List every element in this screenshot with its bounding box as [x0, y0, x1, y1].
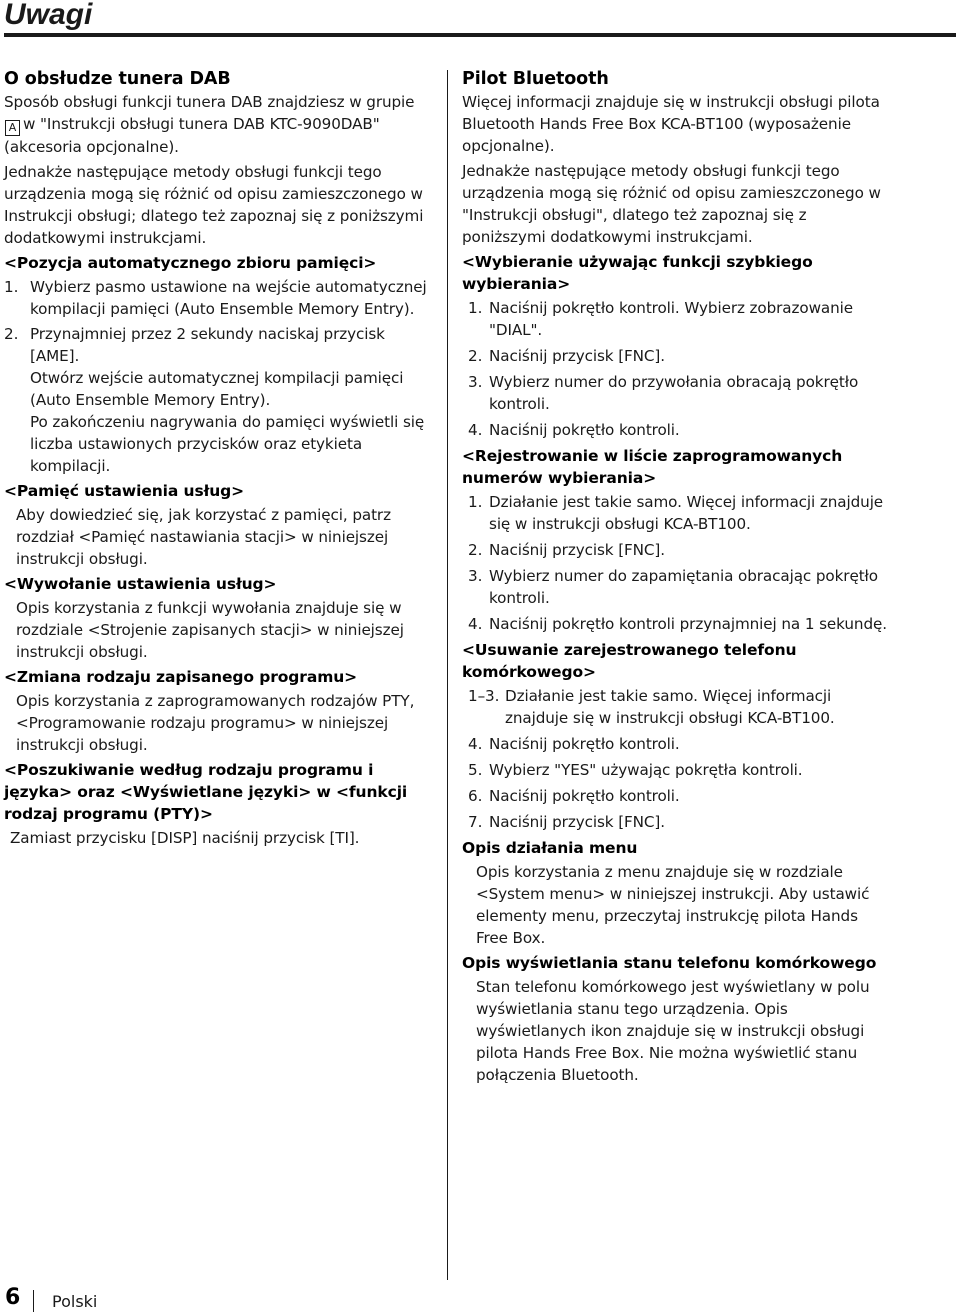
program-type-change-text: Opis korzystania z zaprogramowanych rodzajów PTY, <Programowanie rodzaju programu> w niniejszej instrukcji obsługi. [16, 692, 415, 754]
list-item [462, 685, 892, 729]
step-number: 1–3. [468, 687, 500, 705]
step-number: 3. [468, 567, 483, 585]
step-number: 4. [468, 421, 483, 439]
bluetooth-paragraph-2: Jednakże następujące metody obsługi funkcji tego urządzenia mogą się różnić od opisu zamieszczonego w "Instrukcji obsługi", dlatego też zapoznaj się z poniższymi dodatkowymi instrukcjami. [462, 162, 881, 246]
step-text: Przynajmniej przez 2 sekundy naciskaj przycisk [AME]. [30, 325, 385, 365]
step-text: Naciśnij przycisk [FNC]. [489, 347, 665, 365]
dab-para1-start: Sposób obsługi funkcji tunera DAB znajdziesz w grupie [4, 93, 415, 111]
bluetooth-heading: Pilot Bluetooth [462, 69, 609, 89]
bluetooth-paragraph-1: Więcej informacji znajduje się w instrukcji obsługi pilota Bluetooth Hands Free Box KCA-BT100 (wyposażenie opcjonalne). [462, 93, 880, 155]
step-number: 1. [468, 299, 483, 317]
left-column [4, 67, 436, 852]
service-memory-heading: <Pamięć ustawienia usług> [4, 482, 245, 500]
program-type-change-heading: <Zmiana rodzaju zapisanego programu> [4, 668, 358, 686]
step-text: Naciśnij pokrętło kontroli. [489, 735, 680, 753]
step-text: Działanie jest takie samo. Więcej informacji znajduje się w instrukcji obsługi KCA-BT100. [505, 687, 835, 727]
dab-paragraph-1 [4, 91, 436, 158]
pty-search-heading: <Poszukiwanie według rodzaju programu i języka> oraz <Wyświetlane języki> w <funkcji rodzaj programu (PTY)> [4, 761, 408, 823]
dab-para1-end: w "Instrukcji obsługi tunera DAB KTC-9090DAB" (akcesoria opcjonalne). [4, 115, 380, 156]
step-text: Wybierz "YES" używając pokrętła kontroli. [489, 761, 803, 779]
register-preset-steps [462, 491, 892, 635]
page-number: 6 [5, 1285, 21, 1310]
list-item [462, 785, 892, 807]
list-item [462, 491, 892, 535]
list-item [462, 811, 892, 833]
list-item [462, 613, 892, 635]
step-text: Naciśnij pokrętło kontroli. Wybierz zobrazowanie "DIAL". [489, 299, 853, 339]
list-item [462, 539, 892, 561]
step-text: Wybierz numer do zapamiętania obracając pokrętło kontroli. [489, 567, 878, 607]
step-number: 2. [4, 325, 19, 343]
list-item [462, 297, 892, 341]
service-recall-text: Opis korzystania z funkcji wywołania znajduje się w rozdziale <Strojenie zapisanych stacji> w niniejszej instrukcji obsługi. [16, 599, 404, 661]
phone-status-heading: Opis wyświetlania stanu telefonu komórkowego [462, 954, 877, 972]
service-recall-heading: <Wywołanie ustawienia usług> [4, 575, 277, 593]
step-text: Wybierz pasmo ustawione na wejście automatycznej kompilacji pamięci (Auto Ensemble Memory Entry). [30, 278, 427, 318]
list-item [462, 565, 892, 609]
step-number: 7. [468, 813, 483, 831]
step-number: 1. [4, 278, 19, 296]
list-item [462, 371, 892, 415]
list-item [462, 345, 892, 367]
step-text: Naciśnij pokrętło kontroli przynajmniej na 1 sekundę. [489, 615, 887, 633]
dab-heading: O obsłudze tunera DAB [4, 69, 231, 89]
step-text: Naciśnij przycisk [FNC]. [489, 813, 665, 831]
speed-dial-heading: <Wybieranie używając funkcji szybkiego wybierania> [462, 253, 813, 293]
register-preset-heading: <Rejestrowanie w liście zaprogramowanych numerów wybierania> [462, 447, 843, 487]
step-note: Otwórz wejście automatycznej kompilacji pamięci (Auto Ensemble Memory Entry). [30, 369, 404, 409]
menu-text: Opis korzystania z menu znajduje się w rozdziale <System menu> w niniejszej instrukcji. Aby ustawić elementy menu, przeczytaj instrukcję pilota Hands Free Box. [476, 863, 870, 947]
list-item [4, 276, 436, 320]
step-text: Działanie jest takie samo. Więcej informacji znajduje się w instrukcji obsługi KCA-BT100. [489, 493, 884, 533]
step-number: 3. [468, 373, 483, 391]
step-number: 2. [468, 347, 483, 365]
dab-paragraph-2: Jednakże następujące metody obsługi funkcji tego urządzenia mogą się różnić od opisu zamieszczonego w Instrukcji obsługi; dlatego też zapoznaj się z poniższymi dodatkowymi instrukcjami. [4, 163, 424, 247]
step-number: 5. [468, 761, 483, 779]
title-rule [4, 33, 956, 37]
right-column [462, 67, 892, 1089]
list-item [462, 759, 892, 781]
list-item [462, 419, 892, 441]
step-number: 4. [468, 615, 483, 633]
menu-heading: Opis działania menu [462, 839, 638, 857]
auto-memory-steps [4, 276, 436, 477]
step-number: 1. [468, 493, 483, 511]
step-text: Naciśnij przycisk [FNC]. [489, 541, 665, 559]
service-memory-text: Aby dowiedzieć się, jak korzystać z pamięci, patrz rozdział <Pamięć nastawiania stacji> w niniejszej instrukcji obsługi. [16, 506, 391, 568]
page-title: Uwagi [4, 0, 93, 31]
step-text: Naciśnij pokrętło kontroli. [489, 421, 680, 439]
phone-status-text: Stan telefonu komórkowego jest wyświetlany w polu wyświetlania stanu tego urządzenia. Opis wyświetlanych ikon znajduje się w instrukcji obsługi pilota Hands Free Box. Nie można wyświetlić stanu połączenia Bluetooth. [476, 978, 870, 1084]
step-text: Wybierz numer do przywołania obracają pokrętło kontroli. [489, 373, 859, 413]
speed-dial-steps [462, 297, 892, 441]
group-a-box-icon: A [5, 120, 20, 136]
list-item [462, 733, 892, 755]
auto-memory-heading: <Pozycja automatycznego zbioru pamięci> [4, 254, 377, 272]
list-item [4, 323, 436, 477]
delete-phone-heading: <Usuwanie zarejestrowanego telefonu komórkowego> [462, 641, 797, 681]
step-number: 2. [468, 541, 483, 559]
footer-language: Polski [52, 1292, 98, 1311]
footer-divider [33, 1290, 34, 1312]
step-note: Po zakończeniu nagrywania do pamięci wyświetli się liczba ustawionych przycisków oraz etykieta kompilacji. [30, 413, 425, 475]
column-divider [447, 70, 448, 1280]
pty-search-text: Zamiast przycisku [DISP] naciśnij przycisk [TI]. [10, 829, 360, 847]
step-number: 6. [468, 787, 483, 805]
step-number: 4. [468, 735, 483, 753]
delete-phone-steps [462, 685, 892, 833]
step-text: Naciśnij pokrętło kontroli. [489, 787, 680, 805]
